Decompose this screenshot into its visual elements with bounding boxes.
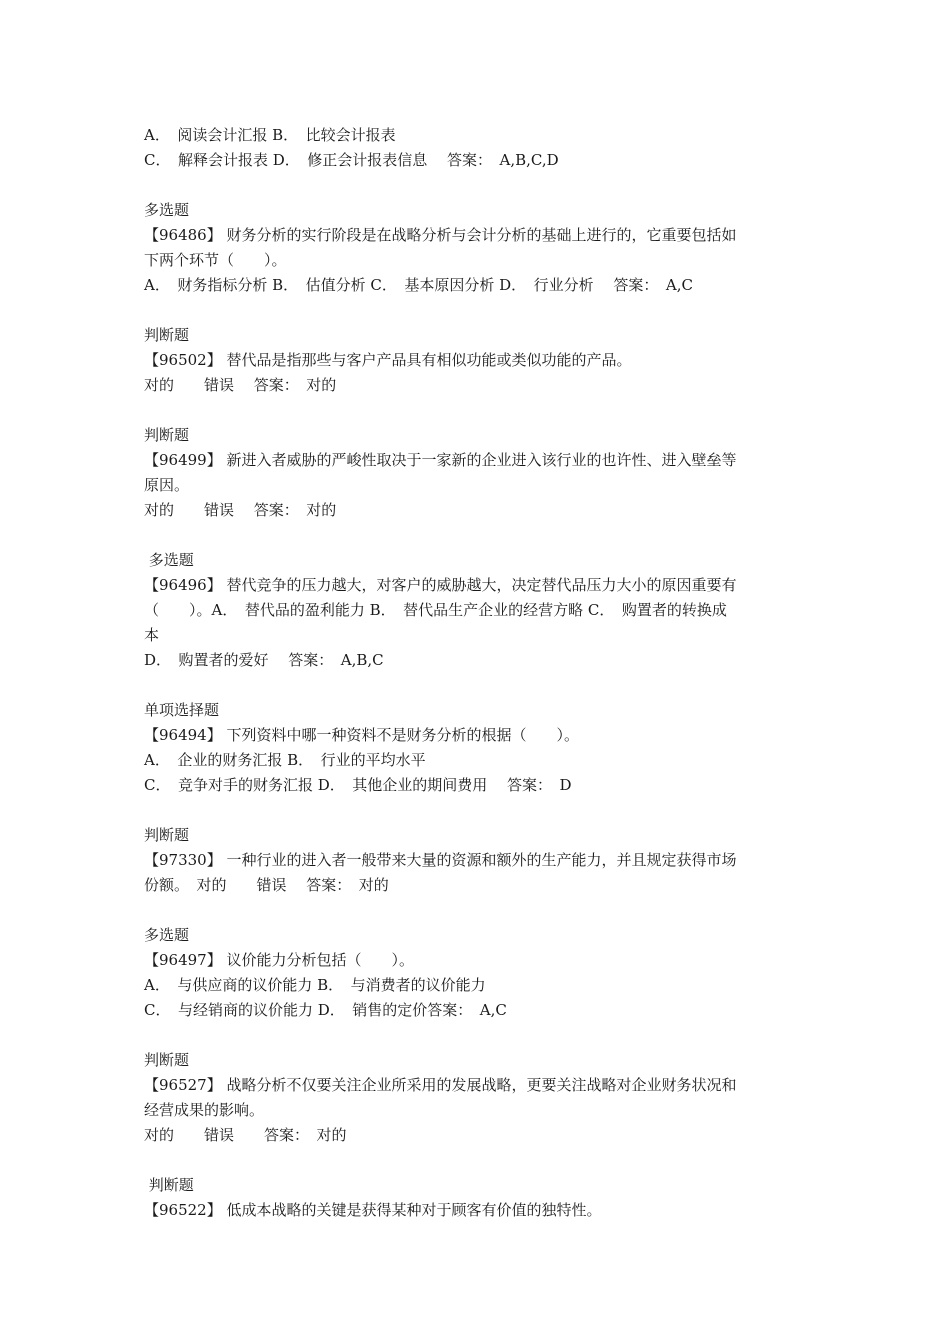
question-stem: 本 <box>144 626 160 644</box>
blank-line <box>144 1148 812 1173</box>
document-body <box>144 123 812 1223</box>
question-stem: 【96494】 下列资料中哪一种资料不是财务分析的根据（ ）。 <box>144 726 579 744</box>
answer-options: 对的 错误 答案： 对的 <box>144 501 337 519</box>
question-type: 多选题 <box>144 201 190 219</box>
blank-line <box>144 673 812 698</box>
answer-options: C． 竞争对手的财务汇报 D． 其他企业的期间费用 答案： D <box>144 776 572 794</box>
question-type: 判断题 <box>144 1051 190 1069</box>
blank-line <box>144 173 812 198</box>
question-type: 判断题 <box>144 326 190 344</box>
question-type: 判断题 <box>144 1176 194 1194</box>
blank-line <box>144 898 812 923</box>
blank-line <box>144 398 812 423</box>
question-type: 判断题 <box>144 826 190 844</box>
answer-options: A． 与供应商的议价能力 B． 与消费者的议价能力 <box>144 976 486 994</box>
answer-options: A． 企业的财务汇报 B． 行业的平均水平 <box>144 751 426 769</box>
answer-options: D． 购置者的爱好 答案： A,B,C <box>144 651 384 669</box>
question-stem: 【97330】 一种行业的进入者一般带来大量的资源和额外的生产能力，并且规定获得市场 <box>144 851 737 869</box>
blank-line <box>144 298 812 323</box>
question-stem: 【96499】 新进入者威胁的严峻性取决于一家新的企业进入该行业的也许性、进入壁垒等 <box>144 451 737 469</box>
blank-line <box>144 523 812 548</box>
question-type: 单项选择题 <box>144 701 220 719</box>
answer-options: 份额。 对的 错误 答案： 对的 <box>144 876 389 894</box>
question-stem: 【96486】 财务分析的实行阶段是在战略分析与会计分析的基础上进行的，它重要包括如 <box>144 226 737 244</box>
blank-line <box>144 798 812 823</box>
text-line: A． 阅读会计汇报 B． 比较会计报表 <box>144 126 396 144</box>
question-stem: （ ）。A． 替代品的盈利能力 B． 替代品生产企业的经营方略 C． 购置者的转换成 <box>144 601 727 619</box>
answer-options: C． 与经销商的议价能力 D． 销售的定价答案： A,C <box>144 1001 507 1019</box>
question-stem: 下两个环节（ ）。 <box>144 251 287 269</box>
blank-line <box>144 1023 812 1048</box>
answer-options: A． 财务指标分析 B． 估值分析 C． 基本原因分析 D． 行业分析 答案： A,C <box>144 276 694 294</box>
question-stem: 【96496】 替代竞争的压力越大，对客户的威胁越大，决定替代品压力大小的原因重要有 <box>144 576 737 594</box>
answer-options: 对的 错误 答案： 对的 <box>144 1126 347 1144</box>
question-stem: 【96522】 低成本战略的关键是获得某种对于顾客有价值的独特性。 <box>144 1201 602 1219</box>
question-stem: 原因。 <box>144 476 190 494</box>
question-stem: 【96502】 替代品是指那些与客户产品具有相似功能或类似功能的产品。 <box>144 351 632 369</box>
answer-options: 对的 错误 答案： 对的 <box>144 376 337 394</box>
text-line: C． 解释会计报表 D． 修正会计报表信息 答案： A,B,C,D <box>144 151 559 169</box>
question-stem: 【96497】 议价能力分析包括（ ）。 <box>144 951 414 969</box>
question-stem: 【96527】 战略分析不仅要关注企业所采用的发展战略，更要关注战略对企业财务状况和 <box>144 1076 737 1094</box>
question-type: 判断题 <box>144 426 190 444</box>
question-type: 多选题 <box>144 926 190 944</box>
question-stem: 经营成果的影响。 <box>144 1101 265 1119</box>
question-type: 多选题 <box>144 551 194 569</box>
